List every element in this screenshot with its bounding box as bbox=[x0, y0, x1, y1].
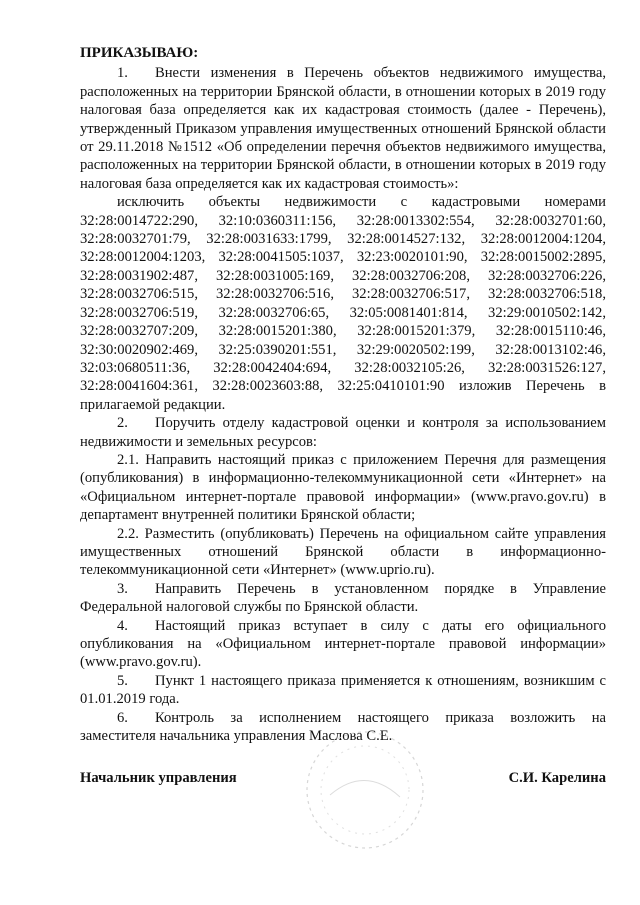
paragraph-1-text: Внести изменения в Перечень объектов недвижимого имущества, расположенных на территории Брянской области, в отношении которых в 2019 году налоговая база определяется как их кадастровая стоимость (далее - Перечень), утвержденный Приказом управления имущественных отношений Брянской области от 29.11.2018 №1512 «Об определении перечня объектов недвижимого имущества, расположенных на территории Брянской области, в отношении которых в 2019 году налоговая база определяется как их кадастровая стоимость»: bbox=[80, 65, 606, 192]
paragraph-3 bbox=[80, 580, 606, 617]
paragraph-3-number: 3. bbox=[117, 580, 128, 597]
paragraph-4 bbox=[80, 617, 606, 672]
cadastral-line: 32:03:0680511:36, 32:28:0042404:694, 32:28:0032105:26, 32:28:0031526:127, bbox=[80, 359, 606, 376]
cadastral-list bbox=[80, 193, 606, 414]
paragraph-4-text: Настоящий приказ вступает в силу с даты его официального опубликования на «Официальном интернет-портале правовой информации» (www.pravo.gov.ru). bbox=[80, 617, 606, 671]
paragraph-2-1: 2.1. Направить настоящий приказ с приложением Перечня для размещения (опубликования) в информационно-телекоммуникационной сети «Интернет» на «Официальном интернет-портале правовой информации» (www.pravo.gov.ru) в департамент внутренней политики Брянской области; bbox=[80, 451, 606, 524]
paragraph-2-number: 2. bbox=[117, 415, 128, 432]
paragraph-5-number: 5. bbox=[117, 672, 128, 689]
document-body bbox=[80, 44, 606, 745]
signatory-position: Начальник управления bbox=[80, 770, 237, 786]
faded-stamp-icon bbox=[300, 725, 430, 855]
cadastral-line: исключить объекты недвижимости с кадастровыми номерами bbox=[117, 194, 606, 211]
cadastral-line: 32:28:0014722:290, 32:10:0360311:156, 32:28:0013302:554, 32:28:0032701:60, bbox=[80, 212, 606, 229]
paragraph-4-number: 4. bbox=[117, 617, 128, 634]
paragraph-2-2: 2.2. Разместить (опубликовать) Перечень на официальном сайте управления имущественных отношений Брянской области в информационно-телекоммуникационной сети «Интернет» (www.uprio.ru). bbox=[80, 525, 606, 579]
cadastral-line: 32:28:0032706:515, 32:28:0032706:516, 32:28:0032706:517, 32:28:0032706:518, bbox=[80, 286, 606, 303]
order-heading: ПРИКАЗЫВАЮ: bbox=[80, 45, 199, 61]
cadastral-line: 32:28:0032701:79, 32:28:0031633:1799, 32:28:0014527:132, 32:28:0012004:1204, bbox=[80, 231, 606, 248]
signatory-name: С.И. Карелина bbox=[508, 770, 606, 786]
paragraph-6-text: Контроль за исполнением настоящего приказа возложить на заместителя начальника управления Маслова С.Е. bbox=[80, 709, 606, 745]
cadastral-line: 32:30:0020902:469, 32:25:0390201:551, 32:29:0020502:199, 32:28:0013102:46, bbox=[80, 341, 606, 358]
cadastral-line: 32:28:0032706:519, 32:28:0032706:65, 32:05:0081401:814, 32:29:0010502:142, bbox=[80, 304, 606, 321]
cadastral-line: 32:28:0032707:209, 32:28:0015201:380, 32:28:0015201:379, 32:28:0015110:46, bbox=[80, 323, 606, 340]
paragraph-1-number: 1. bbox=[117, 65, 128, 82]
cadastral-line: 32:28:0041604:361, 32:28:0023603:88, 32:25:0410101:90 изложив Перечень в bbox=[80, 378, 606, 395]
cadastral-line: 32:28:0012004:1203, 32:28:0041505:1037, 32:23:0020101:90, 32:28:0015002:2895, bbox=[80, 249, 606, 266]
paragraph-6-number: 6. bbox=[117, 709, 128, 726]
cadastral-line: 32:28:0031902:487, 32:28:0031005:169, 32:28:0032706:208, 32:28:0032706:226, bbox=[80, 267, 606, 284]
paragraph-3-text: Направить Перечень в установленном порядке в Управление Федеральной налоговой службы по Брянской области. bbox=[80, 580, 606, 616]
cadastral-tail: прилагаемой редакции. bbox=[80, 396, 226, 413]
paragraph-2 bbox=[80, 414, 606, 451]
paragraph-5-text: Пункт 1 настоящего приказа применяется к отношениям, возникшим с 01.01.2019 года. bbox=[80, 672, 606, 708]
paragraph-2-text: Поручить отделу кадастровой оценки и контроля за использованием недвижимости и земельных ресурсов: bbox=[80, 415, 606, 450]
signature-block bbox=[80, 770, 606, 787]
paragraph-1 bbox=[80, 64, 606, 193]
paragraph-5 bbox=[80, 672, 606, 709]
